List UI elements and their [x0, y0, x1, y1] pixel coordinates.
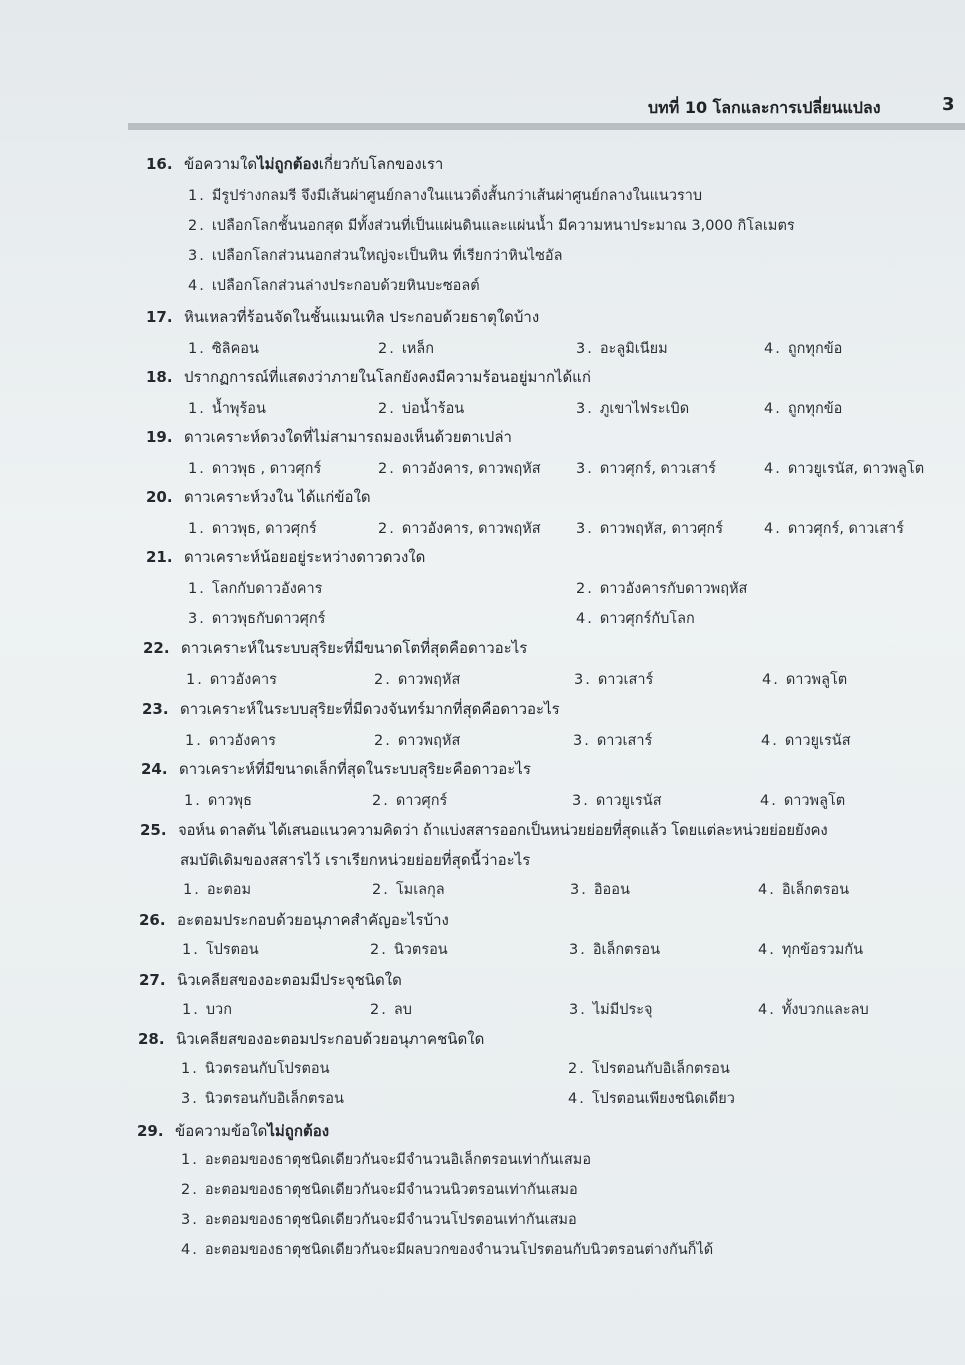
option-text: ลบ — [393, 1002, 412, 1018]
option-1 — [188, 457, 321, 480]
option-text: ดาวอังคาร, ดาวพฤหัส — [401, 521, 541, 537]
option-number: 3. — [576, 521, 594, 537]
option-text: อะตอมของธาตุชนิดเดียวกันจะมีจำนวนนิวตรอนเท่ากันเสมอ — [204, 1182, 578, 1198]
option-number: 1. — [188, 521, 206, 537]
option-number: 1. — [181, 1152, 199, 1168]
question-text-part: ข้อความข้อใด — [175, 1122, 268, 1140]
option-3 — [572, 789, 662, 812]
question-stem — [146, 425, 512, 449]
option-number: 2. — [378, 341, 396, 357]
page-number: 3 — [942, 94, 955, 115]
option-3 — [188, 607, 325, 630]
option-text: ดาวศุกร์กับโลก — [599, 611, 695, 627]
option-3 — [181, 1208, 577, 1231]
option-number: 3. — [572, 793, 590, 809]
option-3 — [576, 397, 689, 420]
question-stem — [137, 1119, 329, 1143]
option-text: ดาวพุธ , ดาวศุกร์ — [211, 461, 322, 477]
option-number: 2. — [372, 882, 390, 898]
option-4 — [764, 517, 904, 540]
option-number: 3. — [181, 1212, 199, 1228]
question-number: 24. — [141, 760, 168, 778]
option-text: ดาวยูเรนัส — [595, 793, 662, 809]
option-text: ดาวพุธ — [207, 793, 252, 809]
option-3 — [576, 457, 716, 480]
option-text: บวก — [205, 1002, 232, 1018]
option-number: 3. — [576, 401, 594, 417]
option-text: อิเล็กตรอน — [781, 882, 849, 898]
question-number: 25. — [140, 821, 167, 839]
option-text: ดาวพลูโต — [785, 672, 848, 688]
option-text: เปลือกโลกส่วนนอกส่วนใหญ่จะเป็นหิน ที่เรียกว่าหินไซอัล — [211, 248, 563, 264]
option-3 — [576, 517, 723, 540]
option-text: อะลูมิเนียม — [599, 341, 668, 357]
option-text: โลกกับดาวอังคาร — [211, 581, 323, 597]
option-text: เปลือกโลกชั้นนอกสุด มีทั้งส่วนที่เป็นแผ่นดินและแผ่นน้ำ มีความหนาประมาณ 3,000 กิโลเมตร — [211, 218, 795, 234]
option-2 — [576, 577, 747, 600]
question-number: 28. — [138, 1030, 165, 1048]
option-4 — [188, 274, 480, 297]
option-text: ดาวพฤหัส — [397, 672, 461, 688]
option-number: 4. — [764, 401, 782, 417]
option-text: ดาวศุกร์, ดาวเสาร์ — [787, 521, 904, 537]
option-1 — [184, 789, 252, 812]
option-3 — [576, 337, 668, 360]
option-1 — [188, 517, 317, 540]
option-2 — [374, 729, 460, 752]
option-3 — [181, 1087, 344, 1110]
option-number: 2. — [370, 942, 388, 958]
option-text: ดาวศุกร์ — [395, 793, 448, 809]
option-4 — [764, 397, 842, 420]
option-number: 2. — [378, 461, 396, 477]
option-number: 2. — [374, 733, 392, 749]
option-4 — [758, 878, 849, 901]
question-number: 27. — [139, 971, 166, 989]
question-text: ดาวเคราะห์ที่มีขนาดเล็กที่สุดในระบบสุริยะคือดาวอะไร — [179, 760, 531, 778]
option-text: ทั้งบวกและลบ — [781, 1002, 869, 1018]
option-2 — [372, 789, 447, 812]
option-text: นิวตรอนกับโปรตอน — [204, 1061, 330, 1077]
option-1 — [188, 184, 702, 207]
option-1 — [188, 397, 266, 420]
option-text: ดาวเสาร์ — [597, 672, 654, 688]
question-text: ดาวเคราะห์ในระบบสุริยะที่มีขนาดโตที่สุดคือดาวอะไร — [181, 639, 528, 657]
question-text-part: เกี่ยวกับโลกของเรา — [318, 155, 444, 173]
question-stem — [139, 968, 402, 992]
option-1 — [182, 938, 259, 961]
question-stem — [141, 757, 531, 781]
option-4 — [764, 457, 924, 480]
question-stem — [146, 152, 443, 176]
option-3 — [573, 729, 652, 752]
option-3 — [569, 938, 660, 961]
option-number: 1. — [188, 461, 206, 477]
question-number: 21. — [146, 548, 173, 566]
option-2 — [378, 397, 464, 420]
option-4 — [761, 729, 851, 752]
question-stem — [140, 818, 827, 842]
question-stem — [146, 545, 425, 569]
option-text: ดาวพุธ, ดาวศุกร์ — [211, 521, 317, 537]
option-number: 1. — [188, 341, 206, 357]
option-number: 1. — [188, 401, 206, 417]
option-number: 3. — [188, 248, 206, 264]
option-number: 4. — [568, 1091, 586, 1107]
option-number: 4. — [762, 672, 780, 688]
option-3 — [188, 244, 563, 267]
option-number: 4. — [576, 611, 594, 627]
question-stem — [138, 1027, 484, 1051]
option-number: 2. — [378, 401, 396, 417]
option-1 — [182, 998, 232, 1021]
option-text: ดาวอังคารกับดาวพฤหัส — [599, 581, 748, 597]
question-emphasis: ไม่ถูกต้อง — [257, 155, 319, 173]
option-number: 1. — [188, 188, 206, 204]
option-1 — [188, 337, 259, 360]
option-2 — [181, 1178, 578, 1201]
question-text — [175, 1122, 329, 1140]
option-1 — [181, 1057, 330, 1080]
question-number: 18. — [146, 368, 173, 386]
question-stem — [142, 697, 560, 721]
option-number: 3. — [569, 942, 587, 958]
option-number: 1. — [183, 882, 201, 898]
option-text: ดาวพฤหัส — [397, 733, 461, 749]
option-3 — [570, 878, 630, 901]
question-number: 17. — [146, 308, 173, 326]
option-number: 2. — [188, 218, 206, 234]
option-text: อะตอมของธาตุชนิดเดียวกันจะมีผลบวกของจำนวนโปรตอนกับนิวตรอนต่างกันก็ได้ — [204, 1242, 714, 1258]
option-text: น้ำพุร้อน — [211, 401, 266, 417]
option-text: นิวตรอนกับอิเล็กตรอน — [204, 1091, 344, 1107]
option-text: อะตอมของธาตุชนิดเดียวกันจะมีจำนวนอิเล็กตรอนเท่ากันเสมอ — [204, 1152, 592, 1168]
option-number: 2. — [576, 581, 594, 597]
option-text: ดาวอังคาร, ดาวพฤหัส — [401, 461, 541, 477]
option-text: อิเล็กตรอน — [592, 942, 660, 958]
option-number: 1. — [188, 581, 206, 597]
question-number: 26. — [139, 911, 166, 929]
option-number: 3. — [573, 733, 591, 749]
option-number: 3. — [181, 1091, 199, 1107]
question-text: ดาวเคราะห์วงใน ได้แก่ข้อใด — [184, 488, 371, 506]
question-text: ดาวเคราะห์น้อยอยู่ระหว่างดาวดวงใด — [184, 548, 426, 566]
question-text: ดาวเคราะห์ดวงใดที่ไม่สามารถมองเห็นด้วยตาเปล่า — [184, 428, 512, 446]
question-text: ดาวเคราะห์ในระบบสุริยะที่มีดวงจันทร์มากที่สุดคือดาวอะไร — [180, 700, 560, 718]
option-text: บ่อน้ำร้อน — [401, 401, 465, 417]
option-number: 1. — [182, 942, 200, 958]
option-number: 3. — [576, 341, 594, 357]
question-stem — [143, 636, 527, 660]
option-text: ภูเขาไฟระเบิด — [599, 401, 690, 417]
option-4 — [576, 607, 695, 630]
option-number: 1. — [184, 793, 202, 809]
question-text: จอห์น ดาลตัน ได้เสนอแนวความคิดว่า ถ้าแบ่งสสารออกเป็นหน่วยย่อยที่สุดแล้ว โดยแต่ละหน่วยย่อยยังคง — [178, 821, 828, 839]
option-text: อะตอมของธาตุชนิดเดียวกันจะมีจำนวนโปรตอนเท่ากันเสมอ — [204, 1212, 577, 1228]
option-1 — [181, 1148, 591, 1171]
question-number: 16. — [146, 155, 173, 173]
option-number: 2. — [568, 1061, 586, 1077]
option-text: โปรตอนเพียงชนิดเดียว — [591, 1091, 735, 1107]
question-text — [184, 155, 443, 173]
question-number: 20. — [146, 488, 173, 506]
question-number: 22. — [143, 639, 170, 657]
question-text: นิวเคลียสของอะตอมประกอบด้วยอนุภาคชนิดใด — [176, 1030, 485, 1048]
header-rule — [128, 123, 965, 130]
option-text: เหล็ก — [401, 341, 435, 357]
question-stem — [139, 908, 449, 932]
option-text: ดาวเสาร์ — [596, 733, 653, 749]
option-2 — [378, 337, 434, 360]
option-number: 3. — [570, 882, 588, 898]
option-4 — [764, 337, 842, 360]
option-number: 4. — [181, 1242, 199, 1258]
option-2 — [378, 457, 541, 480]
option-4 — [758, 998, 869, 1021]
question-text: ปรากฏการณ์ที่แสดงว่าภายในโลกยังคงมีความร้อนอยู่มากได้แก่ — [184, 368, 591, 386]
option-number: 3. — [576, 461, 594, 477]
option-number: 3. — [188, 611, 206, 627]
option-number: 4. — [764, 521, 782, 537]
option-text: อิออน — [593, 882, 630, 898]
option-text: ไม่มีประจุ — [592, 1002, 653, 1018]
option-4 — [181, 1238, 713, 1261]
question-text: อะตอมประกอบด้วยอนุภาคสำคัญอะไรบ้าง — [177, 911, 449, 929]
option-3 — [574, 668, 653, 691]
option-1 — [188, 577, 322, 600]
chapter-title: บทที่ 10 โลกและการเปลี่ยนแปลง — [648, 98, 881, 117]
option-text: ถูกทุกข้อ — [787, 401, 843, 417]
option-number: 4. — [188, 278, 206, 294]
option-4 — [568, 1087, 735, 1110]
question-stem — [146, 365, 591, 389]
option-number: 1. — [186, 672, 204, 688]
option-number: 4. — [764, 461, 782, 477]
option-text: ถูกทุกข้อ — [787, 341, 843, 357]
question-stem-line-2: สมบัติเดิมของสสารไว้ เราเรียกหน่วยย่อยที่สุดนี้ว่าอะไร — [180, 851, 531, 869]
option-4 — [758, 938, 863, 961]
option-number: 2. — [370, 1002, 388, 1018]
option-text: ดาวพลูโต — [783, 793, 846, 809]
option-4 — [760, 789, 845, 812]
option-text: โปรตอนกับอิเล็กตรอน — [591, 1061, 730, 1077]
option-number: 4. — [764, 341, 782, 357]
option-text: เปลือกโลกส่วนล่างประกอบด้วยหินบะซอลต์ — [211, 278, 480, 294]
option-2 — [370, 998, 412, 1021]
option-number: 2. — [181, 1182, 199, 1198]
option-number: 4. — [760, 793, 778, 809]
option-text: ซิลิคอน — [211, 341, 259, 357]
option-number: 1. — [185, 733, 203, 749]
option-2 — [372, 878, 445, 901]
option-number: 3. — [574, 672, 592, 688]
option-1 — [185, 729, 276, 752]
option-text: ดาวอังคาร — [209, 672, 277, 688]
option-text: โมเลกุล — [395, 882, 445, 898]
question-number: 29. — [137, 1122, 164, 1140]
option-number: 4. — [758, 882, 776, 898]
option-text: ดาวยูเรนัส — [784, 733, 851, 749]
option-text: ทุกข้อรวมกัน — [781, 942, 863, 958]
option-text: ดาวยูเรนัส, ดาวพลูโต — [787, 461, 925, 477]
option-2 — [378, 517, 541, 540]
option-text: มีรูปร่างกลมรี จึงมีเส้นผ่าศูนย์กลางในแนวดิ่งสั้นกว่าเส้นผ่าศูนย์กลางในแนวราบ — [211, 188, 703, 204]
option-number: 3. — [569, 1002, 587, 1018]
question-emphasis: ไม่ถูกต้อง — [267, 1122, 330, 1140]
question-stem — [146, 305, 539, 329]
question-text: หินเหลวที่ร้อนจัดในชั้นแมนเทิล ประกอบด้วยธาตุใดบ้าง — [184, 308, 540, 326]
option-number: 2. — [374, 672, 392, 688]
option-number: 2. — [372, 793, 390, 809]
option-text: ดาวศุกร์, ดาวเสาร์ — [599, 461, 716, 477]
option-1 — [183, 878, 251, 901]
option-number: 4. — [758, 942, 776, 958]
option-text: ดาวพุธกับดาวศุกร์ — [211, 611, 326, 627]
option-number: 1. — [181, 1061, 199, 1077]
option-number: 4. — [761, 733, 779, 749]
option-text: อะตอม — [206, 882, 252, 898]
option-text: โปรตอน — [205, 942, 259, 958]
option-text: ดาวพฤหัส, ดาวศุกร์ — [599, 521, 723, 537]
question-stem — [146, 485, 371, 509]
question-text-part: ข้อความใด — [184, 155, 258, 173]
option-number: 4. — [758, 1002, 776, 1018]
option-3 — [569, 998, 653, 1021]
option-number: 2. — [378, 521, 396, 537]
option-number: 1. — [182, 1002, 200, 1018]
question-text: นิวเคลียสของอะตอมมีประจุชนิดใด — [177, 971, 402, 989]
option-text: ดาวอังคาร — [208, 733, 276, 749]
option-2 — [188, 214, 795, 237]
option-text: นิวตรอน — [393, 942, 448, 958]
question-number: 19. — [146, 428, 173, 446]
question-number: 23. — [142, 700, 169, 718]
option-2 — [568, 1057, 730, 1080]
option-1 — [186, 668, 277, 691]
option-2 — [370, 938, 448, 961]
option-2 — [374, 668, 460, 691]
option-4 — [762, 668, 847, 691]
